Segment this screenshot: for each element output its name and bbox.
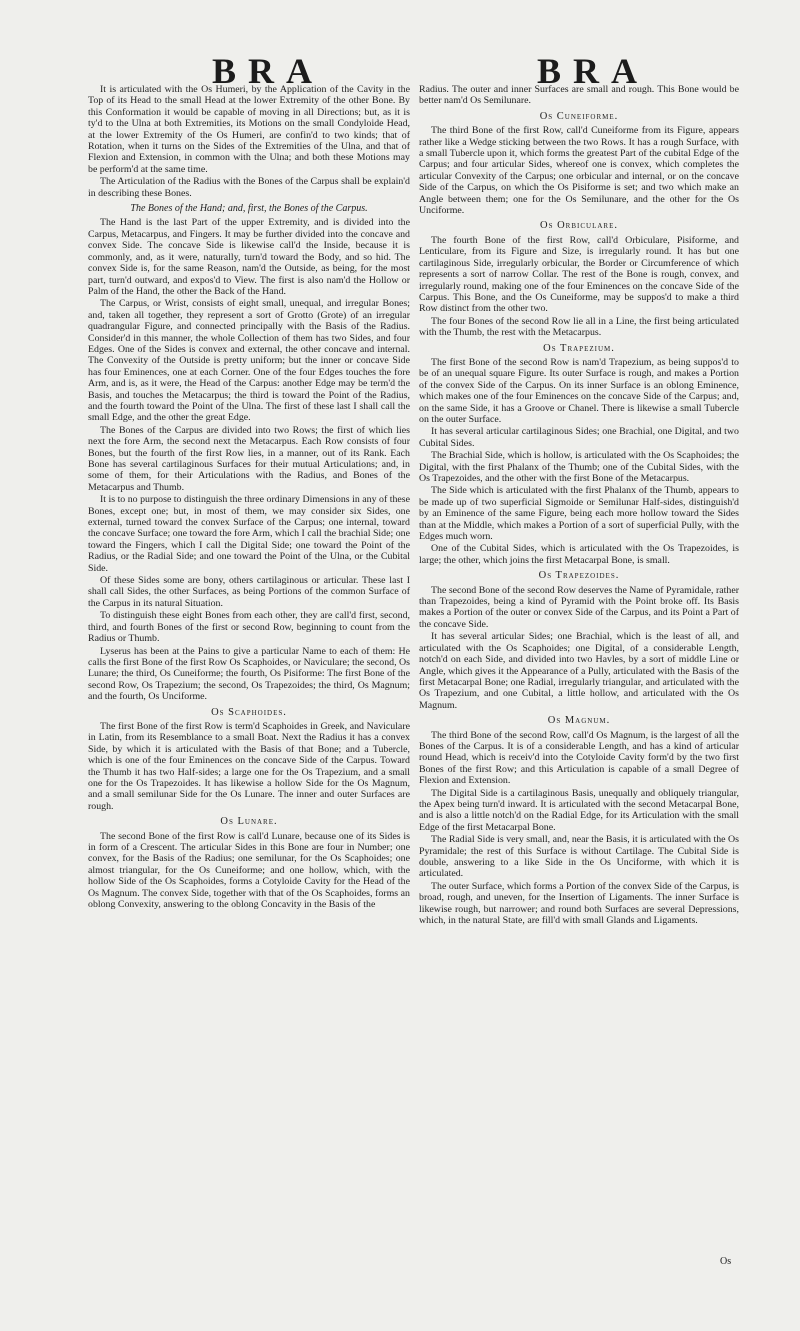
paragraph: One of the Cubital Sides, which is articulated with the Os Trapezoides, is large; the other, which joins the first Metacarpal Bone, is small. [419, 543, 739, 566]
paragraph: To distinguish these eight Bones from each other, they are call'd first, second, third, and fourth Bones of the first or second Row, beginning to count from the Radius or Thumb. [88, 610, 410, 645]
paragraph: The Bones of the Carpus are divided into two Rows; the first of which lies next the fore Arm, the second next the Metacarpus. Each Row consists of four Bones, but the fourth of the first Row lies, in a manner, out of its Rank. Each Bone has several cartilaginous Surfaces for their mutual Articulations; and, in some of them, for their Articulations with the Radius, and Bones of the Metacarpus and Thumb. [88, 424, 410, 493]
paragraph: It is to no purpose to distinguish the three ordinary Dimensions in any of these Bones, except one; but, in most of them, we may consider six Sides, one external, turned toward the convex Surface of the Carpus; one internal, toward the concave Surface; one toward the fore Arm, which I call the brachial Side; one toward the Fingers, which I call the Digital Side; one toward the Point of the Radius, or the Radial Side; and one toward the Point of the Ulna, or the Cubital Side. [88, 494, 410, 574]
paragraph: The first Bone of the second Row is nam'd Trapezium, as being suppos'd to be of an unequal square Figure. Its outer Surface is rough, and makes a Portion of the convex Side of the Carpus. On its inner Surface is an oblong Eminence, which makes one of the four Eminences on the concave Side of the Carpus; and, on the same Side, it has a Groove or Chanel. There is likewise a small Tubercle on the outer Surface. [419, 356, 739, 425]
paragraph: The Brachial Side, which is hollow, is articulated with the Os Scaphoides; the Digital, with the first Phalanx of the Thumb; one of the Cubital Sides, with the Os Trapezoides, and the other with the first Bone of the Metacarpus. [419, 450, 739, 484]
section-heading-trapezium: Os Trapezium. [543, 342, 615, 354]
paragraph: The Articulation of the Radius with the Bones of the Carpus shall be explain'd in describing these Bones. [88, 176, 410, 199]
catchword: Os [720, 1256, 732, 1267]
right-column [419, 84, 739, 927]
paragraph: It is articulated with the Os Humeri, by the Application of the Cavity in the Top of its Head to the small Head at the lower Extremity of the other Bone. By this Conformation it would be capable of moving in all Directions; but, as it is ty'd to the Ulna at both Extremities, its Motions on the small Condyloide Head, at the lower Extremity of the Os Humeri, are confin'd to two kinds; that of Rotation, when it turns on the Sides of the Extremities of the Ulna, and that of Flexion and Extension, in common with the Ulna; and both these Motions may be perform'd at the same time. [88, 84, 410, 175]
paragraph: The Digital Side is a cartilaginous Basis, unequally and obliquely triangular, the Apex being turn'd inward. It is articulated with the second Metacarpal Bone, and is also a little notch'd on the Radial Edge, for its Articulation with the small Edge of the first Metacarpal Bone. [419, 787, 739, 833]
paragraph: The third Bone of the second Row, call'd Os Magnum, is the largest of all the Bones of the Carpus. It is of a considerable Length, and has a kind of articular round Head, which is receiv'd into the Cotyloide Cavity form'd by the two first Bones of the first Row; and this Articulation is capable of a small Degree of Flexion and Extension. [419, 729, 739, 787]
paragraph: The fourth Bone of the first Row, call'd Orbiculare, Pisiforme, and Lenticulare, from its Figure and Size, is irregularly round. It has but one cartilaginous Side, irregularly orbicular, the Border or Circumference of which represents a sort of narrow Collar. The rest of the Bone is rough, convex, and irregularly round, making one of the four Eminences on the concave Side of the Carpus. This Bone, and the Os Cuneiforme, may be suppos'd to make a third Row distinct from the other two. [419, 234, 739, 315]
section-heading-orbiculare: Os Orbiculare. [540, 220, 618, 232]
section-heading-magnum: Os Magnum. [547, 715, 611, 727]
section-heading-lunare: Os Lunare. [220, 816, 278, 828]
section-heading-hand: The Bones of the Hand; and, first, the Bones of the Carpus. [130, 203, 368, 215]
paragraph: The Side which is articulated with the first Phalanx of the Thumb, appears to be made up of two superficial Sigmoide or Semilunar Half-sides, distinguish'd by an Eminence of the same Figure, being each more hollow toward the Sides than at the Middle, which makes a Portion of a sort of superficial Pully, with the Edges much worn. [419, 485, 739, 543]
paragraph: The Hand is the last Part of the upper Extremity, and is divided into the Carpus, Metacarpus, and Fingers. It may be further divided into the concave and convex Side. The concave Side is likewise call'd the Inside, because it is commonly, and, as it were, naturally, turn'd toward the Body, and so hid. The convex Side is, for the same Reason, nam'd the Outside, as being, for the most part, turn'd outward, and expos'd to View. The first is also nam'd the Hollow or Palm of the Hand, the other the Back of the Hand. [88, 217, 410, 297]
paragraph: It has several articular cartilaginous Sides; one Brachial, one Digital, and two Cubital Sides. [419, 426, 739, 449]
paragraph: It has several articular Sides; one Brachial, which is the least of all, and articulated with the Os Scaphoides; one Digital, of a considerable Length, notch'd on each Side, and divided into two Havles, by a sort of middle Line or Angle, which gives it the Appearance of a Pully, articulated with the Basis of the first Metacarpal Bone; one Radial, irregularly triangular, and articulated with the Os Trapezium, and one Cubital, a little hollow, and articulated with the Os Magnum. [419, 631, 739, 711]
paragraph: Of these Sides some are bony, others cartilaginous or articular. These last I shall call Sides, the other Surfaces, as being Portions of the common Surface of the Carpus in its natural Situation. [88, 575, 410, 609]
left-column [88, 84, 410, 911]
running-head-right: BRA [537, 51, 650, 91]
paragraph: The second Bone of the first Row is call'd Lunare, because one of its Sides is in form of a Crescent. The articular Sides in this Bone are four in Number; one convex, for the Basis of the Radius; one semilunar, for the Os Scaphoides; one almost triangular, for the Os Cuneiforme; and one hollow, which, with the hollow Side of the Os Scaphoides, forms a Cotyloide Cavity for the Head of the Os Magnum. The convex Side, together with that of the Os Scaphoides, forms an oblong Convexity, answering to the oblong Concavity in the Basis of the [88, 830, 410, 911]
section-heading-scaphoides: Os Scaphoides. [211, 706, 287, 718]
section-heading-trapezoides: Os Trapezoides. [538, 570, 620, 582]
paragraph: The Radial Side is very small, and, near the Basis, it is articulated with the Os Pyramidale; the rest of this Surface is without Cartilage. The Cubital Side is double, answering to a like Side in the Os Unciforme, with which it is articulated. [419, 834, 739, 880]
running-head-left: BRA [212, 51, 325, 91]
paragraph: The four Bones of the second Row lie all in a Line, the first being articulated with the Thumb, the rest with the Metacarpus. [419, 315, 739, 339]
paragraph: The Carpus, or Wrist, consists of eight small, unequal, and irregular Bones; and, taken all together, they represent a sort of Grotto (Grote) of an irregular quadrangular Figure, and connected principally with the Basis of the Radius. Consider'd in this manner, the whole Collection of them has two Sides, and four Edges. One of the Sides is convex and external, the other concave and internal. The Convexity of the Outside is pretty uniform; but the inner or concave Side has four Eminences, one at each Corner. One of the four Edges touches the fore Arm, and is, as it were, the Head of the Carpus: another Edge may be term'd the Basis, and touches the Metacarpus; the third is toward the Point of the Radius, and the fourth toward the Point of the Ulna. The first of these last I shall call the small Edge, and the other the great Edge. [88, 298, 410, 424]
section-heading-cuneiforme: Os Cuneiforme. [539, 110, 619, 122]
paragraph: The outer Surface, which forms a Portion of the convex Side of the Carpus, is broad, rough, and uneven, for the Insertion of Ligaments. The inner Surface is likewise rough, but narrower; and round both Surfaces are several Depressions, which, in the natural State, are fill'd with small Glands and Ligaments. [419, 880, 739, 927]
paragraph: Radius. The outer and inner Surfaces are small and rough. This Bone would be better nam'd Os Semilunare. [419, 84, 739, 107]
paragraph: The second Bone of the second Row deserves the Name of Pyramidale, rather than Trapezoides, being a kind of Pyramid with the Point broke off. Its Basis makes a Portion of the outer or convex Side of the Carpus, and its Point a Part of the concave Side. [419, 584, 739, 630]
paragraph: The first Bone of the first Row is term'd Scaphoides in Greek, and Naviculare in Latin, from its Resemblance to a small Boat. Next the Radius it has a convex Side, by which it is articulated with the Basis of that Bone; and a Tubercle, which is one of the four Eminences on the concave Side of the Carpus. Toward the Thumb it has two Half-sides; a large one for the Os Trapezium, and a small one for the Os Trapezoides. It has likewise a hollow Side for the Os Magnum, and a small semilunar Side for the Os Lunare. The inner and outer Surfaces are rough. [88, 720, 410, 812]
paragraph: The third Bone of the first Row, call'd Cuneiforme from its Figure, appears rather like a Wedge sticking between the two Rows. It has a rough Surface, with a small Tubercle upon it, which forms the greatest Part of the cubital Edge of the Carpus; and four articular Sides, whereof one is convex, which completes the articular Convexity of the Carpus; one orbicular and internal, or on the concave Side of the Carpus, on which the Os Pisiforme is set; and two which make an Angle between them; one for the Os Semilunare, and the other for the Os Unciforme. [419, 125, 739, 217]
paragraph: Lyserus has been at the Pains to give a particular Name to each of them: He calls the first Bone of the first Row Os Scaphoides, or Naviculare; the second, Os Lunare; the third, Os Cuneiforme; the fourth, Os Pisiforme: The first Bone of the second Row, Os Trapezium; the second, Os Trapezoides; the third, Os Magnum; and the fourth, Os Unciforme. [88, 645, 410, 703]
